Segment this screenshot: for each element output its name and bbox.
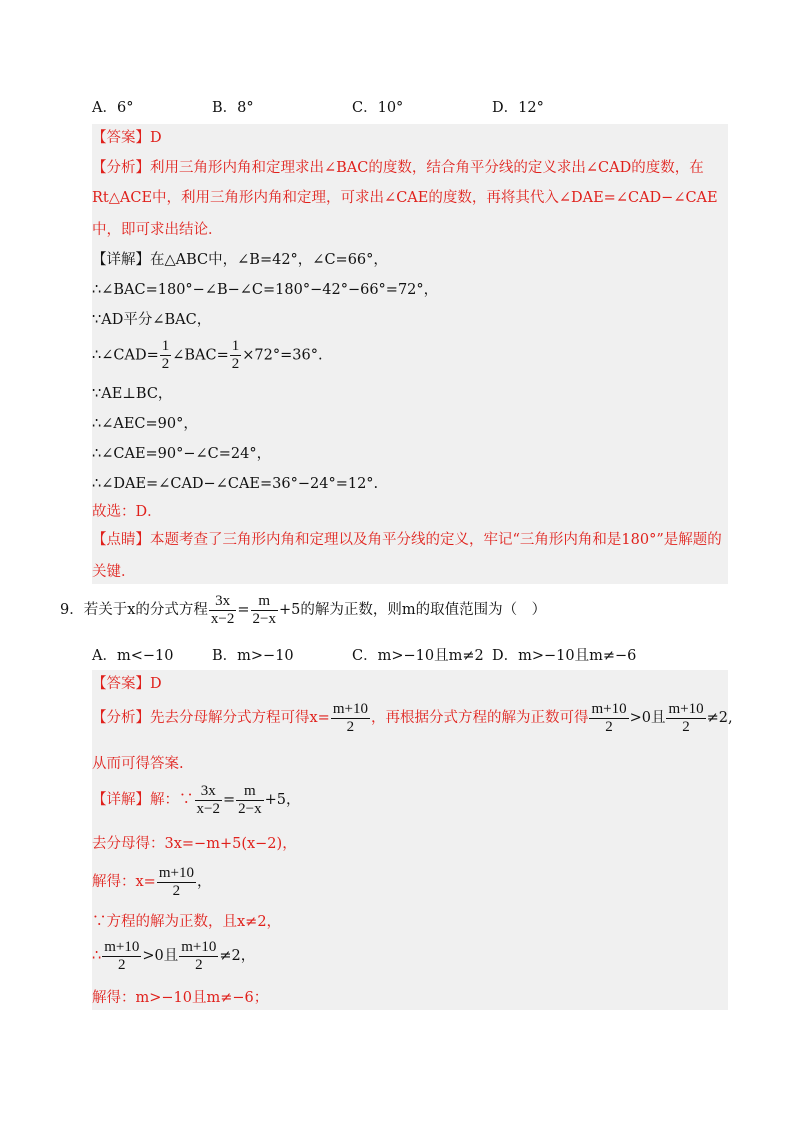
q9-f1-den: x−2 — [210, 610, 235, 627]
q9-detail-3-pre: 解得：x= — [92, 874, 156, 890]
q9-stem — [60, 592, 546, 628]
q8-analysis-line-2 — [92, 188, 718, 208]
q9-equals: = — [237, 602, 250, 618]
q9-detail-1-post: +5， — [264, 792, 301, 808]
q9-detail-5-post: ≠2， — [219, 948, 256, 964]
half-fraction-2 — [230, 338, 242, 373]
q9-d5-frac-1 — [102, 939, 141, 974]
q9-d1-eq: = — [222, 792, 236, 808]
q8-detail-4-pre: ∴∠CAD= — [92, 347, 159, 364]
half-numerator-2: 1 — [231, 338, 240, 354]
q9-detail-line-4: ∵方程的解为正数，且x≠2， — [92, 914, 282, 930]
q8-answer: 【答案】D — [92, 130, 162, 146]
q9-d1-frac-2 — [236, 783, 263, 818]
q9-fraction-2 — [251, 593, 278, 628]
q9-af3-num: m+10 — [668, 700, 704, 717]
q9-f2-den: 2−x — [252, 610, 276, 627]
q9-d1f2-den: 2−x — [238, 800, 262, 817]
q9-option-b: B．m>−10 — [212, 648, 294, 664]
q9-f2-num: m — [258, 592, 271, 609]
q9-stem-pre: 9．若关于x的分式方程 — [60, 602, 208, 618]
q9-analysis-mid: ，再根据分式方程的解为正数可得 — [370, 710, 589, 726]
q9-analysis-frac-1 — [331, 701, 370, 736]
q9-analysis-frac-2 — [589, 701, 628, 736]
q8-detail-line-6: ∴∠AEC=90°， — [92, 416, 198, 432]
q9-detail-line-5 — [92, 938, 255, 974]
q8-choose: 故选：D． — [92, 504, 162, 520]
half-numerator: 1 — [161, 338, 170, 354]
half-denominator: 2 — [161, 356, 170, 372]
q9-d1f1-num: 3x — [200, 782, 216, 799]
q9-af3-den: 2 — [666, 718, 705, 736]
q8-detail-4-mid: ∠BAC= — [172, 347, 229, 364]
q8-detail-line-3: ∵AD平分∠BAC， — [92, 312, 212, 328]
q9-d3f-num: m+10 — [158, 864, 194, 881]
q9-analysis-line-1 — [92, 700, 733, 736]
half-denominator-2: 2 — [231, 356, 240, 372]
q9-stem-post: 的解为正数，则m的取值范围为（ ） — [300, 602, 547, 618]
q9-detail-5-pre: ∴ — [92, 948, 102, 964]
q9-af2-num: m+10 — [591, 700, 627, 717]
q9-analysis-pre: 【分析】先去分母解分式方程可得x= — [92, 710, 330, 726]
q8-comment-line-2: 关键． — [92, 564, 136, 580]
q8-detail-4-post: ×72°=36°. — [242, 347, 323, 364]
q9-detail-line-3 — [92, 864, 211, 900]
q9-d3-frac — [157, 865, 196, 900]
q9-d5-frac-2 — [179, 939, 218, 974]
q9-d5f1-den: 2 — [102, 956, 141, 974]
q9-plus5: +5 — [279, 602, 301, 618]
q8-analysis-line-1 — [92, 158, 704, 178]
q8-option-a: A．6° — [92, 100, 134, 116]
q9-af1-den: 2 — [331, 718, 370, 736]
q8-detail-line-8: ∴∠DAE=∠CAD−∠CAE=36°−24°=12°. — [92, 476, 379, 492]
q9-detail-line-1 — [92, 782, 300, 818]
q8-option-d: D．12° — [492, 100, 544, 116]
q8-solution-block — [92, 124, 728, 584]
q9-af2-den: 2 — [589, 718, 628, 736]
q9-d1-frac-1 — [195, 783, 222, 818]
q9-analysis-ne: ≠2, — [706, 710, 733, 726]
q8-option-c: C．10° — [352, 100, 404, 116]
q8-detail-line-2: ∴∠BAC=180°−∠B−∠C=180°−42°−66°=72°， — [92, 282, 439, 298]
q9-option-a: A．m<−10 — [92, 648, 174, 664]
q9-detail-line-6: 解得：m>−10且m≠−6； — [92, 990, 269, 1006]
q9-af1-num: m+10 — [332, 700, 368, 717]
q8-analysis-text-2: Rt△ACE中，利用三角形内角和定理，可求出∠CAE的度数，再将其代入∠DAE=∠CAD−∠CAE — [92, 190, 718, 206]
q9-option-d: D．m>−10且m≠−6 — [492, 648, 637, 664]
q8-detail-line-4 — [92, 338, 323, 373]
q9-detail-line-2: 去分母得：3x=−m+5(x−2)， — [92, 836, 297, 852]
q8-analysis-text-1: 【分析】利用三角形内角和定理求出∠BAC的度数，结合角平分线的定义求出∠CAD的度数，在 — [92, 160, 704, 176]
q9-f1-num: 3x — [215, 592, 231, 609]
q9-solution-block — [92, 670, 733, 1010]
half-fraction — [160, 338, 172, 373]
q9-detail-3-post: ， — [196, 874, 212, 890]
q9-analysis-gt: >0且 — [629, 710, 666, 726]
q9-detail-5-mid: >0且 — [142, 948, 179, 964]
q9-analysis-line-2: 从而可得答案. — [92, 756, 184, 772]
q9-d1f1-den: x−2 — [196, 800, 220, 817]
q9-answer: 【答案】D — [92, 676, 162, 692]
q9-detail-1-pre: 【详解】解：∵ — [92, 792, 194, 808]
q9-d5f2-den: 2 — [179, 956, 218, 974]
q8-detail-line-1: 【详解】在△ABC中，∠B=42°，∠C=66°， — [92, 252, 388, 268]
q8-detail-line-7: ∴∠CAE=90°−∠C=24°， — [92, 446, 272, 462]
q9-d5f1-num: m+10 — [104, 938, 140, 955]
q9-option-c: C．m>−10且m≠2 — [352, 648, 484, 664]
q9-analysis-frac-3 — [666, 701, 705, 736]
q9-d3f-den: 2 — [157, 882, 196, 900]
q8-comment-line-1: 【点睛】本题考查了三角形内角和定理以及角平分线的定义，牢记“三角形内角和是180°”是解题的 — [92, 532, 722, 548]
q9-d5f2-num: m+10 — [181, 938, 217, 955]
q8-detail-line-5: ∵AE⊥BC， — [92, 386, 173, 402]
q9-fraction-1 — [209, 593, 236, 628]
q8-option-b: B．8° — [212, 100, 254, 116]
q8-analysis-line-3: 中，即可求出结论． — [92, 222, 223, 238]
q9-d1f2-num: m — [244, 782, 256, 799]
